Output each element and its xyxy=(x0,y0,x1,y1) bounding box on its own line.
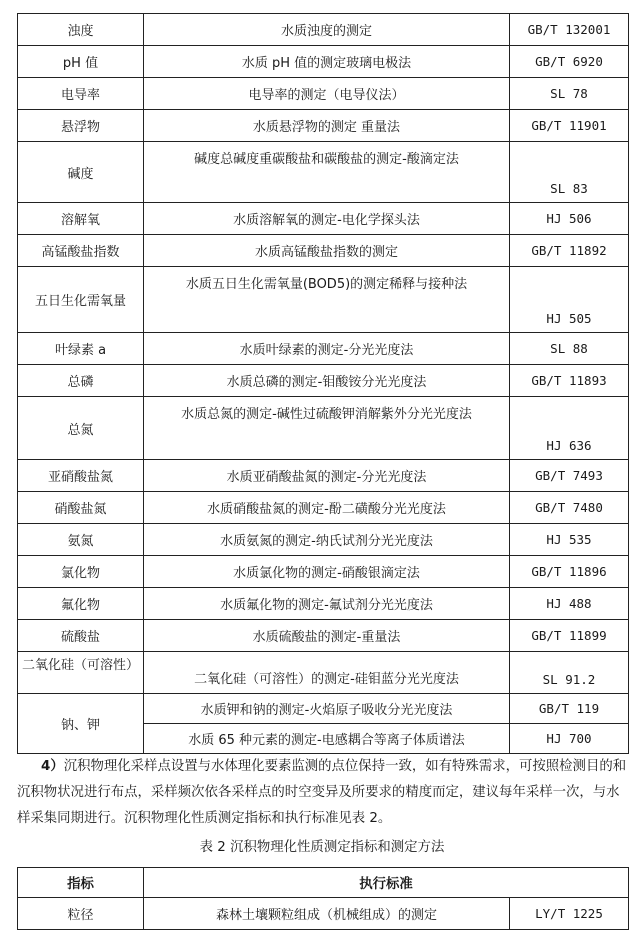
table-row xyxy=(18,14,629,46)
table-row xyxy=(18,492,629,524)
method-cell: 水质氨氮的测定-纳氏试剂分光光度法 xyxy=(144,524,510,556)
table-row xyxy=(18,46,629,78)
standard-cell: HJ 636 xyxy=(510,397,629,460)
indicator-cell: 悬浮物 xyxy=(18,110,144,142)
table-row xyxy=(18,694,629,724)
standard-cell: LY/T 1225 xyxy=(510,898,629,930)
standard-cell: GB/T 11896 xyxy=(510,556,629,588)
standard-cell: GB/T 7493 xyxy=(510,460,629,492)
standard-cell: GB/T 7480 xyxy=(510,492,629,524)
method-cell: 水质亚硝酸盐氮的测定-分光光度法 xyxy=(144,460,510,492)
method-cell: 森林土壤颗粒组成（机械组成）的测定 xyxy=(144,898,510,930)
table-row xyxy=(18,652,629,694)
standard-cell: GB/T 11901 xyxy=(510,110,629,142)
header-standard: 执行标准 xyxy=(144,868,629,898)
method-cell: 水质 65 种元素的测定-电感耦合等离子体质谱法 xyxy=(144,724,510,754)
indicator-cell: 氨氮 xyxy=(18,524,144,556)
method-cell: 水质 pH 值的测定玻璃电极法 xyxy=(144,46,510,78)
table-row xyxy=(18,333,629,365)
table-row xyxy=(18,397,629,460)
method-cell: 水质硫酸盐的测定-重量法 xyxy=(144,620,510,652)
method-cell: 水质钾和钠的测定-火焰原子吸收分光光度法 xyxy=(144,694,510,724)
method-cell: 水质高锰酸盐指数的测定 xyxy=(144,235,510,267)
standard-cell: HJ 700 xyxy=(510,724,629,754)
header-indicator: 指标 xyxy=(18,868,144,898)
standard-cell: HJ 535 xyxy=(510,524,629,556)
standard-cell: GB/T 132001 xyxy=(510,14,629,46)
table-row xyxy=(18,267,629,333)
paragraph-text: 沉积物理化采样点设置与水体理化要素监测的点位保持一致，如有特殊需求，可按照检测目的和沉积物状况进行布点，采样频次依各采样点的时空变异及所要求的精度而定，建议每年采样一次，与水样采集同期进行。沉积物理化性质测定指标和执行标准见表 2。 xyxy=(17,759,627,826)
standard-cell: SL 91.2 xyxy=(510,652,629,694)
indicator-cell: 二氧化硅（可溶性） xyxy=(18,652,144,694)
method-cell: 水质氟化物的测定-氟试剂分光光度法 xyxy=(144,588,510,620)
table-row xyxy=(18,110,629,142)
method-cell: 水质总氮的测定-碱性过硫酸钾消解紫外分光光度法 xyxy=(144,397,510,460)
table-row xyxy=(18,142,629,203)
table-row xyxy=(18,524,629,556)
standard-cell: GB/T 119 xyxy=(510,694,629,724)
indicator-cell: 浊度 xyxy=(18,14,144,46)
standard-cell: GB/T 11899 xyxy=(510,620,629,652)
table-row xyxy=(18,898,629,930)
method-cell: 水质总磷的测定-钼酸铵分光光度法 xyxy=(144,365,510,397)
table-row xyxy=(18,365,629,397)
indicator-cell: 五日生化需氧量 xyxy=(18,267,144,333)
table-caption: 表 2 沉积物理化性质测定指标和测定方法 xyxy=(199,840,445,855)
standard-cell: GB/T 11893 xyxy=(510,365,629,397)
standard-cell: GB/T 6920 xyxy=(510,46,629,78)
indicator-cell: 叶绿素 a xyxy=(18,333,144,365)
indicator-cell: pH 值 xyxy=(18,46,144,78)
method-cell: 碱度总碱度重碳酸盐和碳酸盐的测定-酸滴定法 xyxy=(144,142,510,203)
table-row xyxy=(18,620,629,652)
water-quality-methods-table xyxy=(17,13,629,754)
standard-cell: HJ 505 xyxy=(510,267,629,333)
table-row xyxy=(18,588,629,620)
indicator-cell: 氯化物 xyxy=(18,556,144,588)
method-cell: 二氧化硅（可溶性）的测定-硅钼蓝分光光度法 xyxy=(144,652,510,694)
method-cell: 水质浊度的测定 xyxy=(144,14,510,46)
standard-cell: HJ 506 xyxy=(510,203,629,235)
standard-cell: SL 88 xyxy=(510,333,629,365)
standard-cell: GB/T 11892 xyxy=(510,235,629,267)
method-cell: 水质氯化物的测定-硝酸银滴定法 xyxy=(144,556,510,588)
table-row xyxy=(18,78,629,110)
indicator-cell: 溶解氧 xyxy=(18,203,144,235)
standard-cell: SL 83 xyxy=(510,142,629,203)
method-cell: 水质硝酸盐氮的测定-酚二磺酸分光光度法 xyxy=(144,492,510,524)
table-row xyxy=(18,235,629,267)
indicator-cell: 硝酸盐氮 xyxy=(18,492,144,524)
table-row xyxy=(18,203,629,235)
indicator-cell: 硫酸盐 xyxy=(18,620,144,652)
method-cell: 水质五日生化需氧量(BOD5)的测定稀释与接种法 xyxy=(144,267,510,333)
table-row xyxy=(18,460,629,492)
method-cell: 水质溶解氧的测定-电化学探头法 xyxy=(144,203,510,235)
sediment-methods-table xyxy=(17,867,629,930)
standard-cell: HJ 488 xyxy=(510,588,629,620)
paragraph-number: 4） xyxy=(41,759,64,774)
method-cell: 水质悬浮物的测定 重量法 xyxy=(144,110,510,142)
indicator-cell: 亚硝酸盐氮 xyxy=(18,460,144,492)
body-paragraph xyxy=(17,754,628,832)
indicator-cell: 钠、钾 xyxy=(18,694,144,754)
indicator-cell: 总磷 xyxy=(18,365,144,397)
indicator-cell: 碱度 xyxy=(18,142,144,203)
table-header-row xyxy=(18,868,629,898)
table-row xyxy=(18,556,629,588)
standard-cell: SL 78 xyxy=(510,78,629,110)
method-cell: 电导率的测定（电导仪法） xyxy=(144,78,510,110)
indicator-cell: 总氮 xyxy=(18,397,144,460)
indicator-cell: 氟化物 xyxy=(18,588,144,620)
indicator-cell: 高锰酸盐指数 xyxy=(18,235,144,267)
indicator-cell: 粒径 xyxy=(18,898,144,930)
indicator-cell: 电导率 xyxy=(18,78,144,110)
method-cell: 水质叶绿素的测定-分光光度法 xyxy=(144,333,510,365)
